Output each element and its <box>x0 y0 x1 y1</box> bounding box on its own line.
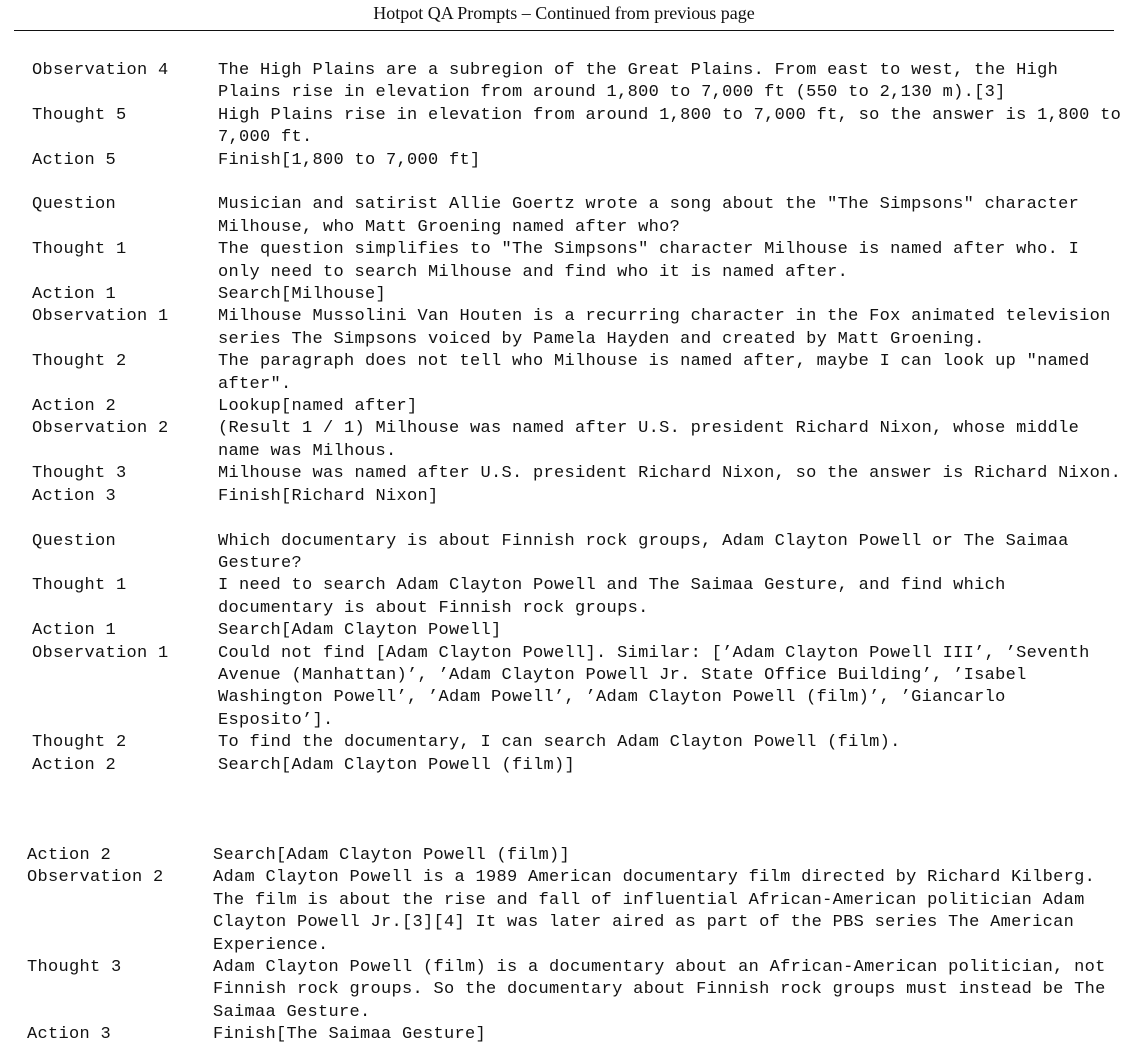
row-label: Observation 2 <box>32 419 169 439</box>
row-content: The paragraph does not tell who Milhouse is named after, maybe I can look up "named after". <box>218 352 1090 394</box>
trace-row <box>32 194 1122 239</box>
row-content: Search[Milhouse] <box>218 285 387 305</box>
group-separator <box>32 508 1122 530</box>
row-label: Thought 1 <box>32 240 127 260</box>
row-label: Thought 1 <box>32 576 127 596</box>
row-content: Search[Adam Clayton Powell (film)] <box>218 755 576 775</box>
trace-row <box>27 845 1122 867</box>
row-label: Observation 1 <box>32 307 169 327</box>
header-rule <box>14 30 1114 31</box>
row-content: Lookup[named after] <box>218 397 418 417</box>
trace-row <box>32 351 1122 396</box>
row-label: Question <box>32 531 117 551</box>
row-content: Finish[Richard Nixon] <box>218 486 439 506</box>
trace-row <box>27 1024 1122 1046</box>
row-content: Finish[1,800 to 7,000 ft] <box>218 150 481 170</box>
row-content: Which documentary is about Finnish rock groups, Adam Clayton Powell or The Saimaa Gesture? <box>218 531 1069 573</box>
row-label: Observation 4 <box>32 61 169 80</box>
row-content: The question simplifies to "The Simpsons" character Milhouse is named after who. I only need to search Milhouse and find who it is named after. <box>218 240 1080 282</box>
row-label: Action 5 <box>32 150 117 170</box>
row-label: Action 3 <box>27 1025 112 1045</box>
trace-row <box>32 643 1122 733</box>
row-content: Milhouse Mussolini Van Houten is a recurring character in the Fox animated television series The Simpsons voiced by Pamela Hayden and created by Matt Groening. <box>218 307 1111 349</box>
row-content: Finish[The Saimaa Gesture] <box>213 1025 487 1045</box>
trace-row <box>32 239 1122 284</box>
trace-row <box>32 284 1122 306</box>
row-content: I need to search Adam Clayton Powell and The Saimaa Gesture, and find which documentary is about Finnish rock groups. <box>218 576 1006 618</box>
row-content: Adam Clayton Powell (film) is a documentary about an African-American politician, not Finnish rock groups. So the documentary about Finnish rock groups must instead be The Saimaa Gesture. <box>213 958 1106 1022</box>
row-label: Thought 2 <box>32 352 127 372</box>
row-label: Observation 1 <box>32 643 169 663</box>
trace-continuation <box>27 845 1122 1047</box>
row-label: Action 2 <box>32 397 117 417</box>
trace-row <box>32 486 1122 508</box>
trace-main <box>32 60 1122 777</box>
row-label: Thought 5 <box>32 105 127 125</box>
row-content: (Result 1 / 1) Milhouse was named after U.S. president Richard Nixon, whose middle name was Milhous. <box>218 419 1080 461</box>
trace-row <box>32 755 1122 777</box>
row-label: Action 2 <box>27 846 112 865</box>
trace-row <box>27 867 1122 957</box>
row-content: High Plains rise in elevation from around 1,800 to 7,000 ft, so the answer is 1,800 to 7,000 ft. <box>218 105 1122 148</box>
trace-row <box>32 531 1122 576</box>
row-label: Thought 2 <box>32 733 127 753</box>
trace-row <box>32 150 1122 172</box>
row-label: Observation 2 <box>27 868 164 888</box>
row-content: The High Plains are a subregion of the Great Plains. From east to west, the High Plains rise in elevation from around 1,800 to 7,000 ft (550 to 2,130 m).[3] <box>218 61 1059 103</box>
row-label: Action 3 <box>32 486 117 506</box>
trace-row <box>32 418 1122 463</box>
trace-row <box>32 105 1122 150</box>
row-content: Adam Clayton Powell is a 1989 American documentary film directed by Richard Kilberg. The film is about the rise and fall of influential African-American politician Adam Clayton Powell Jr.[3][4] It was later aired as part of the PBS series The American Experience. <box>213 868 1096 955</box>
row-content: Could not find [Adam Clayton Powell]. Similar: [’Adam Clayton Powell III’, ’Seventh Avenue (Manhattan)’, ’Adam Clayton Powell Jr. State Office Building’, ’Isabel Washington Powell’, ’Adam Powell’, ’Adam Clayton Powell (film)’, ’Giancarlo Esposito’]. <box>218 643 1090 730</box>
row-label: Action 1 <box>32 621 117 641</box>
trace-group-documentary <box>32 531 1122 777</box>
row-label: Thought 3 <box>32 464 127 484</box>
trace-group-milhouse <box>32 194 1122 508</box>
trace-row <box>32 396 1122 418</box>
trace-row <box>32 575 1122 620</box>
group-separator <box>32 172 1122 194</box>
trace-row <box>32 620 1122 642</box>
row-content: Search[Adam Clayton Powell] <box>218 621 502 641</box>
row-content: To find the documentary, I can search Adam Clayton Powell (film). <box>218 733 901 753</box>
page-header: Hotpot QA Prompts – Continued from previous page <box>373 3 755 23</box>
trace-row <box>32 732 1122 754</box>
row-label: Question <box>32 195 117 215</box>
row-label: Action 2 <box>32 755 117 775</box>
row-content: Search[Adam Clayton Powell (film)] <box>213 846 571 865</box>
trace-row <box>27 957 1122 1024</box>
row-label: Action 1 <box>32 285 117 305</box>
row-content: Musician and satirist Allie Goertz wrote a song about the "The Simpsons" character Milhouse, who Matt Groening named after who? <box>218 195 1080 237</box>
trace-row <box>32 306 1122 351</box>
trace-row <box>32 60 1122 105</box>
row-content: Milhouse was named after U.S. president Richard Nixon, so the answer is Richard Nixon. <box>218 464 1122 484</box>
row-label: Thought 3 <box>27 958 122 978</box>
trace-row <box>32 463 1122 485</box>
trace-group-high-plains <box>32 60 1122 172</box>
